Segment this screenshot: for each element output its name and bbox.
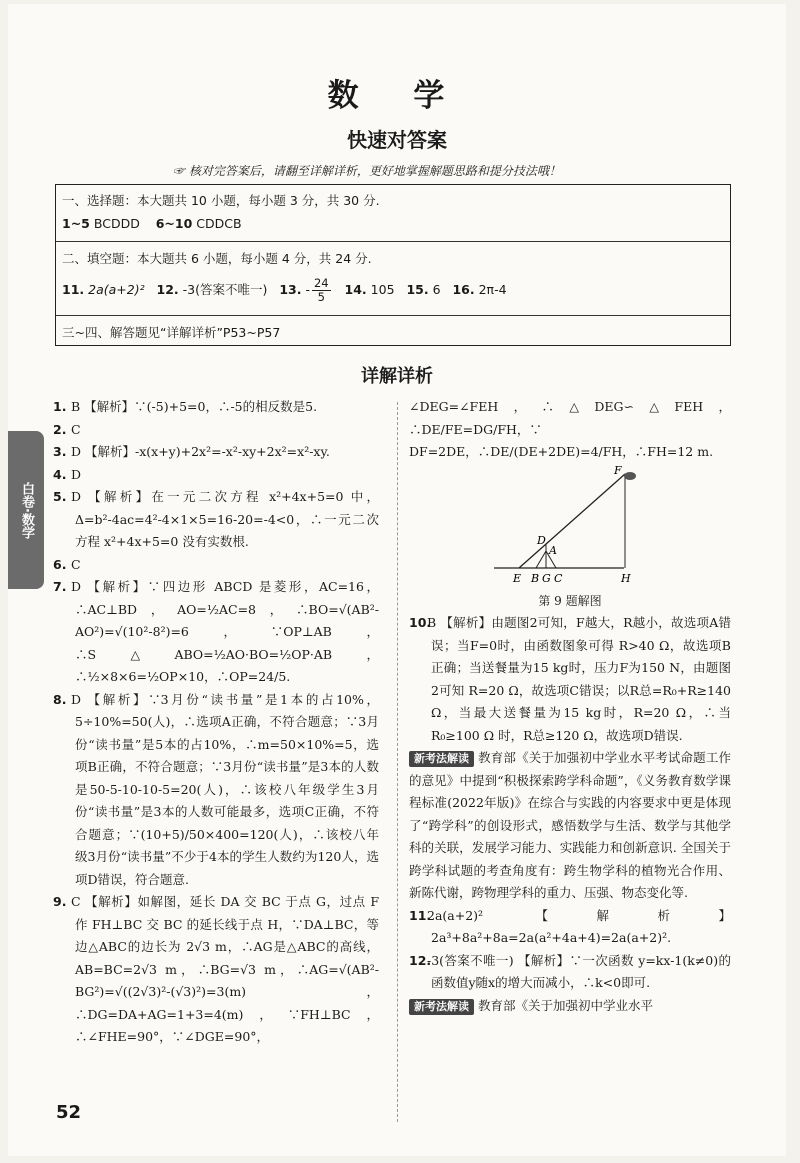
slope-line [519, 474, 625, 568]
answer-14: 105 [370, 282, 395, 297]
answer-13-number: 13. [279, 282, 302, 297]
q9-diagram [409, 464, 731, 592]
answer-12: -3(答案不唯一) [182, 282, 268, 297]
q9-continuation-1: ∠DEG=∠FEH，∴△DEG∽△FEH，∴DE/FE=DG/FH，∵ [409, 399, 731, 437]
page-number: 52 [56, 1102, 82, 1123]
solution-item [53, 689, 379, 892]
solution-text: C [71, 556, 81, 572]
solution-item [53, 464, 379, 487]
answer-13-numerator: 24 [313, 276, 329, 290]
answer-12-number: 12. [156, 282, 179, 297]
label-h: H [621, 571, 631, 585]
solution-item [53, 576, 379, 689]
answer-14-number: 14. [344, 282, 367, 297]
triangle-side [536, 551, 546, 568]
question-number: 8. [53, 691, 67, 707]
answer-13-denominator: 5 [317, 290, 325, 304]
solution-item [53, 486, 379, 554]
hint-note-text: 核对完答案后，请翻至详解详析，更好地掌握解题思路和提分技法哦！ [188, 164, 561, 178]
quick-answer-box [55, 184, 731, 346]
label-f: F [614, 463, 622, 477]
question-number: 7. [53, 579, 67, 594]
answer-13-fraction [312, 277, 331, 304]
answer-16: 2π-4 [478, 282, 507, 297]
answer-15: 6 [432, 282, 441, 297]
question-number: 9. [53, 894, 67, 909]
solution-text: -3(答案不唯一) 【解析】∵一次函数 y=kx-1(k≠0)的函数值y随x的增大而减小，∴k<0即可. [427, 952, 731, 990]
solution-text: B 【解析】∵(-5)+5=0，∴-5的相反数是5. [71, 399, 318, 414]
solution-item [409, 950, 731, 995]
answers-6-10-label: 6~10 [155, 216, 193, 231]
label-e: E [513, 571, 522, 585]
answer-11-number: 11. [62, 282, 85, 297]
question-number: 4. [53, 466, 67, 482]
page [8, 4, 786, 1156]
question-number: 1. [53, 399, 67, 414]
hint-note [173, 162, 561, 179]
answers-1-5-label: 1~5 [62, 216, 90, 231]
question-number: 3. [53, 444, 67, 459]
solution-text: D 【解析】∵3月份“读书量”是1本的占10%，5÷10%=50(人)，∴选项A正确，不符合题意；∵3月份“读书量”是5本的占10%，∴m=50×10%=5，选项B正确，不符合题意；∵3月份“读书量”是3本的人数是50-5-10-10-5=20(人)，∴该校八年级学生3月份“读书量”是3本的人数可能最多，选项C正确，不符合题意；∵(10+5)/50×400=120(人)，∴该校八年级3月份“读书量”不少于4本的学生人数约为120人，选项D错误，符合题意. [71, 691, 379, 887]
answers-1-5: BCDDD [93, 216, 140, 231]
column-divider [397, 402, 398, 1122]
divider [56, 315, 730, 316]
question-number: 2. [53, 421, 67, 437]
question-number: 12. [409, 952, 432, 968]
solution-item [53, 554, 379, 577]
solution-item [409, 905, 731, 950]
solution-text: D 【解析】∵四边形 ABCD 是菱形，AC=16，∴AC⊥BD，AO=½AC=8，∴BO=√(AB²-AO²)=√(10²-8²)=6，∵OP⊥AB，∴S△ABO=½AO·BO=½OP·AB，∴½×8×6=½OP×10，∴OP=24/5. [71, 579, 379, 684]
section1-answers [62, 216, 242, 231]
answer-11: 2a(a+2)² [88, 282, 145, 297]
interpretation-text: 教育部《关于加强初中学业水平考试命题工作的意见》中提到“积极探索跨学科命题”，《义务教育数学课程标准(2022年版)》在综合与实践的内容要求中更是体现了“跨学科”的创设形式，感悟数学与生活、数学与其他学科的关联，发展学习能力、实践能力和创新意识. 全国关于跨学科试题的考查角度有：跨生物学科的植物光合作用、新陈代谢，跨物理学科的重力、压强、物态变化等. [409, 750, 731, 900]
interpretation-block [409, 747, 731, 905]
left-column [53, 396, 379, 1049]
new-exam-badge: 新考法解读 [409, 999, 474, 1015]
solution-text: C 【解析】如解图，延长 DA 交 BC 于点 G，过点 F 作 FH⊥BC 交 BC 的延长线于点 H，∵DA⊥BC，等边△ABC的边长为 2√3 m，∴AG是△ABC的高线，AB=BC=2√3 m，∴BG=√3 m，∴AG=√(AB²-BG²)=√((2√3)²-(√3)²)=3(m)，∴DG=DA+AG=1+3=4(m)，∵FH⊥BC，∴∠FHE=90°，∵∠DGE=90°， [71, 894, 379, 1044]
solution-text: D 【解析】-x(x+y)+2x²=-x²-xy+2x²=x²-xy. [71, 444, 330, 459]
section3-note: 三~四、解答题见“详解详析”P53~P57 [62, 325, 281, 340]
q9-figure [409, 464, 731, 592]
interpretation-block [409, 995, 731, 1018]
label-b: B [531, 571, 540, 585]
page-subtitle: 快速对答案 [347, 128, 447, 152]
solution-text: 2a(a+2)² 【解析】2a³+8a²+8a=2a(a²+4a+4)=2a(a+2)². [427, 907, 731, 945]
answers-6-10: CDDCB [196, 216, 242, 231]
solution-item [409, 612, 731, 747]
detailed-solutions-title: 详解详析 [361, 366, 433, 387]
figure-caption: 第 9 题解图 [538, 593, 602, 608]
section1-title: 一、选择题：本大题共 10 小题，每小题 3 分，共 30 分. [62, 193, 380, 208]
q9-continuation-2: DF=2DE，∴DE/(DE+2DE)=4/FH，∴FH=12 m. [409, 444, 714, 459]
solution-item [53, 441, 379, 464]
solution-item [53, 419, 379, 442]
drone-icon [624, 472, 636, 480]
divider [56, 241, 730, 242]
label-d: D [537, 533, 546, 547]
question-number: 5. [53, 489, 67, 504]
interpretation-text: 教育部《关于加强初中学业水平 [477, 997, 653, 1013]
question-number: 6. [53, 556, 67, 572]
new-exam-badge: 新考法解读 [409, 751, 474, 767]
side-tab: 白卷·数学 [8, 431, 44, 589]
question-number: 11. [409, 907, 432, 923]
solution-text: D 【解析】在一元二次方程 x²+4x+5=0 中，Δ=b²-4ac=4²-4×1×5=16-20=-4<0，∴一元二次方程 x²+4x+5=0 没有实数根. [71, 489, 379, 549]
label-a: A [549, 543, 557, 557]
solution-text: C [71, 421, 81, 437]
section2-answers [62, 277, 507, 304]
answer-15-number: 15. [406, 282, 429, 297]
right-column [409, 396, 731, 1017]
answer-13-sign: - [305, 282, 310, 297]
solution-text: B 【解析】由题图2可知，F越大，R越小，故选项A错误；当F=0时，由函数图象可得 R>40 Ω，故选项B正确；当送餐量为15 kg时，压力F为150 N，由题图2可知 R=20 Ω，故选项C错误；以R总=R₀+R≥140 Ω，当最大送餐量为15 kg时，R=20 Ω，∴当 R₀≥100 Ω 时，R总≥120 Ω，故选项D错误. [427, 615, 731, 743]
label-g: G [542, 571, 551, 585]
page-title: 数 学 [327, 78, 467, 114]
section2-title: 二、填空题：本大题共 6 小题，每小题 4 分，共 24 分. [62, 251, 372, 266]
solution-item [53, 891, 379, 1049]
solution-text: D [71, 466, 82, 482]
label-c: C [554, 571, 563, 585]
answer-16-number: 16. [452, 282, 475, 297]
solution-item [53, 396, 379, 419]
pointer-icon: ☞ [173, 164, 186, 178]
question-number: 10. [409, 615, 432, 630]
